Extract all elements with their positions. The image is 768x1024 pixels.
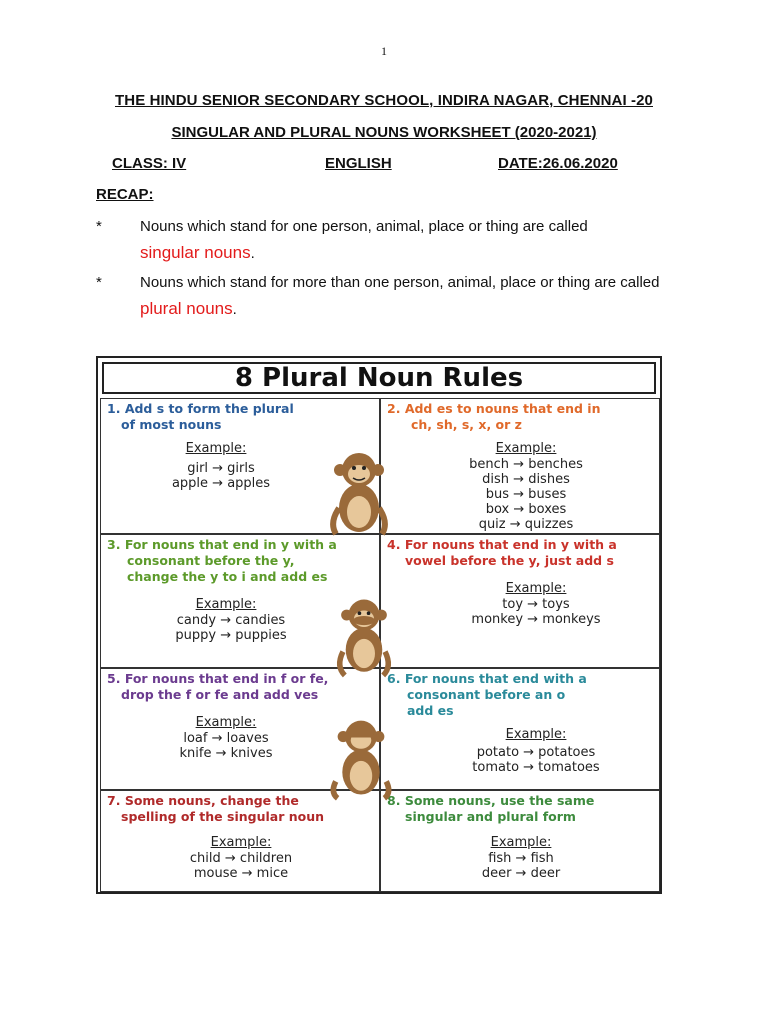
example-label: Example: [505, 581, 567, 596]
rule-2-text [387, 401, 601, 433]
monkey-icon [332, 594, 396, 680]
rule-4-cell [380, 534, 660, 668]
rule-line: Add es to nouns that end in [404, 401, 601, 416]
rule-1-text [107, 401, 294, 433]
rule-number: 1. [107, 401, 121, 416]
rule-number: 5. [107, 671, 121, 686]
rules-grid [100, 398, 660, 892]
rule-number: 2. [387, 401, 401, 416]
example-list [441, 457, 611, 532]
rule-line: For nouns that end in y with a [404, 537, 617, 552]
rule-2-cell [380, 398, 660, 534]
rule-7-cell [100, 790, 380, 892]
rule-line: singular and plural form [405, 809, 576, 824]
example-item: candy → candies [176, 613, 286, 628]
example-label: Example: [185, 441, 247, 456]
class-label: CLASS: IV [112, 155, 187, 172]
monkey-icon [324, 448, 394, 540]
example-label: Example: [505, 727, 567, 742]
example-label: Example: [195, 597, 257, 612]
rule-6-cell [380, 668, 660, 790]
bullet-marker: * [96, 218, 102, 235]
singular-nouns-term: singular nouns [140, 243, 251, 262]
rule-line: For nouns that end with a [404, 671, 587, 686]
recap-heading: RECAP: [96, 186, 154, 203]
example-label: Example: [195, 715, 257, 730]
worksheet-title: SINGULAR AND PLURAL NOUNS WORKSHEET (2020-2021) [171, 124, 597, 141]
period: . [232, 301, 237, 318]
rule-3-text [107, 537, 337, 585]
example-item: box → boxes [485, 502, 567, 517]
rule-line: For nouns that end in y with a [124, 537, 337, 552]
rule-line: ch, sh, s, x, or z [411, 417, 522, 432]
recap-item-2 [140, 270, 700, 323]
rule-line: of most nouns [121, 417, 222, 432]
example-list [451, 851, 591, 881]
rule-line: consonant before an o [407, 687, 566, 702]
rule-line: For nouns that end in f or fe, [124, 671, 329, 686]
period: . [250, 245, 255, 262]
example-list [151, 461, 291, 491]
recap-item-1 [140, 214, 700, 267]
example-item: puppy → puppies [175, 628, 287, 643]
example-item: fish → fish [488, 851, 554, 866]
rule-4-text [387, 537, 617, 569]
example-item: bench → benches [469, 457, 583, 472]
rule-number: 4. [387, 537, 401, 552]
example-item: dish → dishes [482, 472, 570, 487]
rule-6-text [387, 671, 587, 719]
rule-8-text [387, 793, 594, 825]
recap-text: Nouns which stand for one person, animal, place or thing are called [140, 218, 588, 235]
page-number: 1 [381, 44, 387, 58]
rule-line: Some nouns, change the [124, 793, 299, 808]
example-item: bus → buses [485, 487, 567, 502]
rule-number: 3. [107, 537, 121, 552]
rule-line: spelling of the singular noun [121, 809, 324, 824]
rule-7-text [107, 793, 324, 825]
example-list [451, 597, 621, 627]
example-item: toy → toys [502, 597, 570, 612]
rule-number: 6. [387, 671, 401, 686]
example-list [441, 745, 631, 775]
rule-line: Some nouns, use the same [404, 793, 595, 808]
rule-line: consonant before the y, [127, 553, 295, 568]
example-label: Example: [210, 835, 272, 850]
example-list [161, 851, 321, 881]
rule-line: drop the f or fe and add ves [121, 687, 319, 702]
rule-number: 8. [387, 793, 401, 808]
plural-nouns-term: plural nouns [140, 299, 233, 318]
example-item: loaf → loaves [183, 731, 269, 746]
rule-8-cell [380, 790, 660, 892]
example-item: potato → potatoes [476, 745, 596, 760]
example-item: mouse → mice [193, 866, 289, 881]
rule-line: change the y to i and add es [127, 569, 328, 584]
example-label: Example: [490, 835, 552, 850]
school-name: THE HINDU SENIOR SECONDARY SCHOOL, INDIRA NAGAR, CHENNAI -20 [115, 92, 653, 109]
example-item: knife → knives [179, 746, 273, 761]
rule-number: 7. [107, 793, 121, 808]
example-item: apple → apples [171, 476, 271, 491]
rule-line: vowel before the y, just add s [405, 553, 614, 568]
rule-5-text [107, 671, 328, 703]
example-item: girl → girls [187, 461, 255, 476]
example-item: deer → deer [481, 866, 561, 881]
rules-title: 8 Plural Noun Rules [102, 362, 656, 394]
subject-label: ENGLISH [325, 155, 392, 172]
example-item: monkey → monkeys [471, 612, 601, 627]
bullet-marker: * [96, 274, 102, 291]
rule-line: Add s to form the plural [124, 401, 294, 416]
monkey-icon [328, 716, 394, 802]
example-list [156, 613, 306, 643]
date-label: DATE:26.06.2020 [498, 155, 618, 172]
rule-line: add es [407, 703, 454, 718]
example-item: child → children [189, 851, 293, 866]
example-label: Example: [495, 441, 557, 456]
example-list [151, 731, 301, 761]
example-item: quiz → quizzes [478, 517, 574, 532]
example-item: tomato → tomatoes [472, 760, 600, 775]
plural-rules-image [96, 356, 662, 894]
recap-text: Nouns which stand for more than one person, animal, place or thing are called [140, 274, 660, 291]
